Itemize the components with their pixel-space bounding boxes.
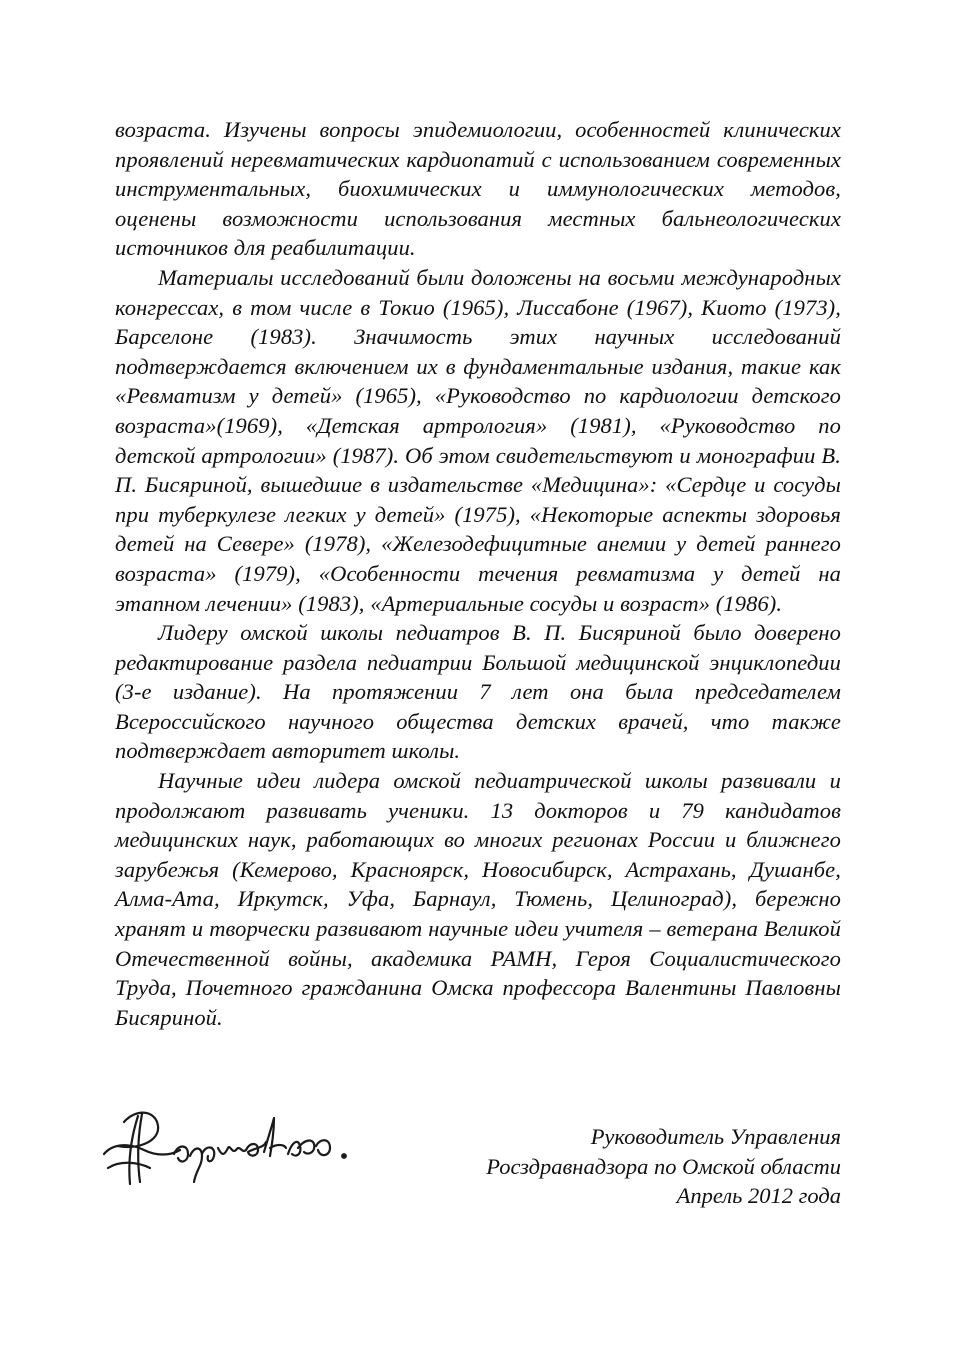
paragraph-3: Лидеру омской школы педиатров В. П. Бисяриной было доверено редактирование раздела педиатрии Большой медицинской энциклопедии (3-е издание). На протяжении 7 лет она была председателем Всероссийского научного общества детских врачей, что также подтверждает авторитет школы. bbox=[115, 620, 841, 764]
paragraph-4: Научные идеи лидера омской педиатрической школы развивали и продолжают развивать ученики. 13 докторов и 79 кандидатов медицинских наук, работающих во многих регионах России и ближнего зарубежья (Кемерово, Красноярск, Новосибирск, Астрахань, Душанбе, Алма-Ата, Иркутск, Уфа, Барнаул, Тюмень, Целиноград), бережно хранят и творчески развивают научные идеи учителя – ветерана Великой Отечественной войны, академика РАМН, Героя Социалистического Труда, Почетного гражданина Омска профессора Валентины Павловны Бисяриной. bbox=[115, 768, 841, 1030]
body-text bbox=[115, 115, 841, 1032]
paragraph-1: возраста. Изучены вопросы эпидемиологии, особенностей клинических проявлений неревматических кардиопатий с использованием современных инструментальных, биохимических и иммунологических методов, оценены возможности использования местных бальнеологических источников для реабилитации. bbox=[115, 117, 841, 261]
signature-block bbox=[400, 1122, 841, 1211]
signer-position: Руководитель Управления bbox=[590, 1124, 841, 1149]
paragraph-2: Материалы исследований были доложены на восьми международных конгрессах, в том числе в Токио (1965), Лиссабоне (1967), Киото (1973), Барселоне (1983). Значимость этих научных исследований подтверждается включением их в фундаментальные издания, такие как «Ревматизм у детей» (1965), «Руководство по кардиологии детского возраста»(1969), «Детская артрология» (1981), «Руководство по детской артрологии» (1987). Об этом свидетельствуют и монографии В. П. Бисяриной, вышедшие в издательстве «Медицина»: «Сердце и сосуды при туберкулезе легких у детей» (1975), «Некоторые аспекты здоровья детей на Севере» (1978), «Железодефицитные анемии у детей раннего возраста» (1979), «Особенности течения ревматизма у детей на этапном лечении» (1983), «Артериальные сосуды и возраст» (1986). bbox=[115, 264, 841, 616]
handwritten-signature-icon bbox=[98, 1098, 370, 1198]
document-date: Апрель 2012 года bbox=[676, 1183, 841, 1209]
signer-organization: Росздравнадзора по Омской области bbox=[486, 1153, 841, 1179]
